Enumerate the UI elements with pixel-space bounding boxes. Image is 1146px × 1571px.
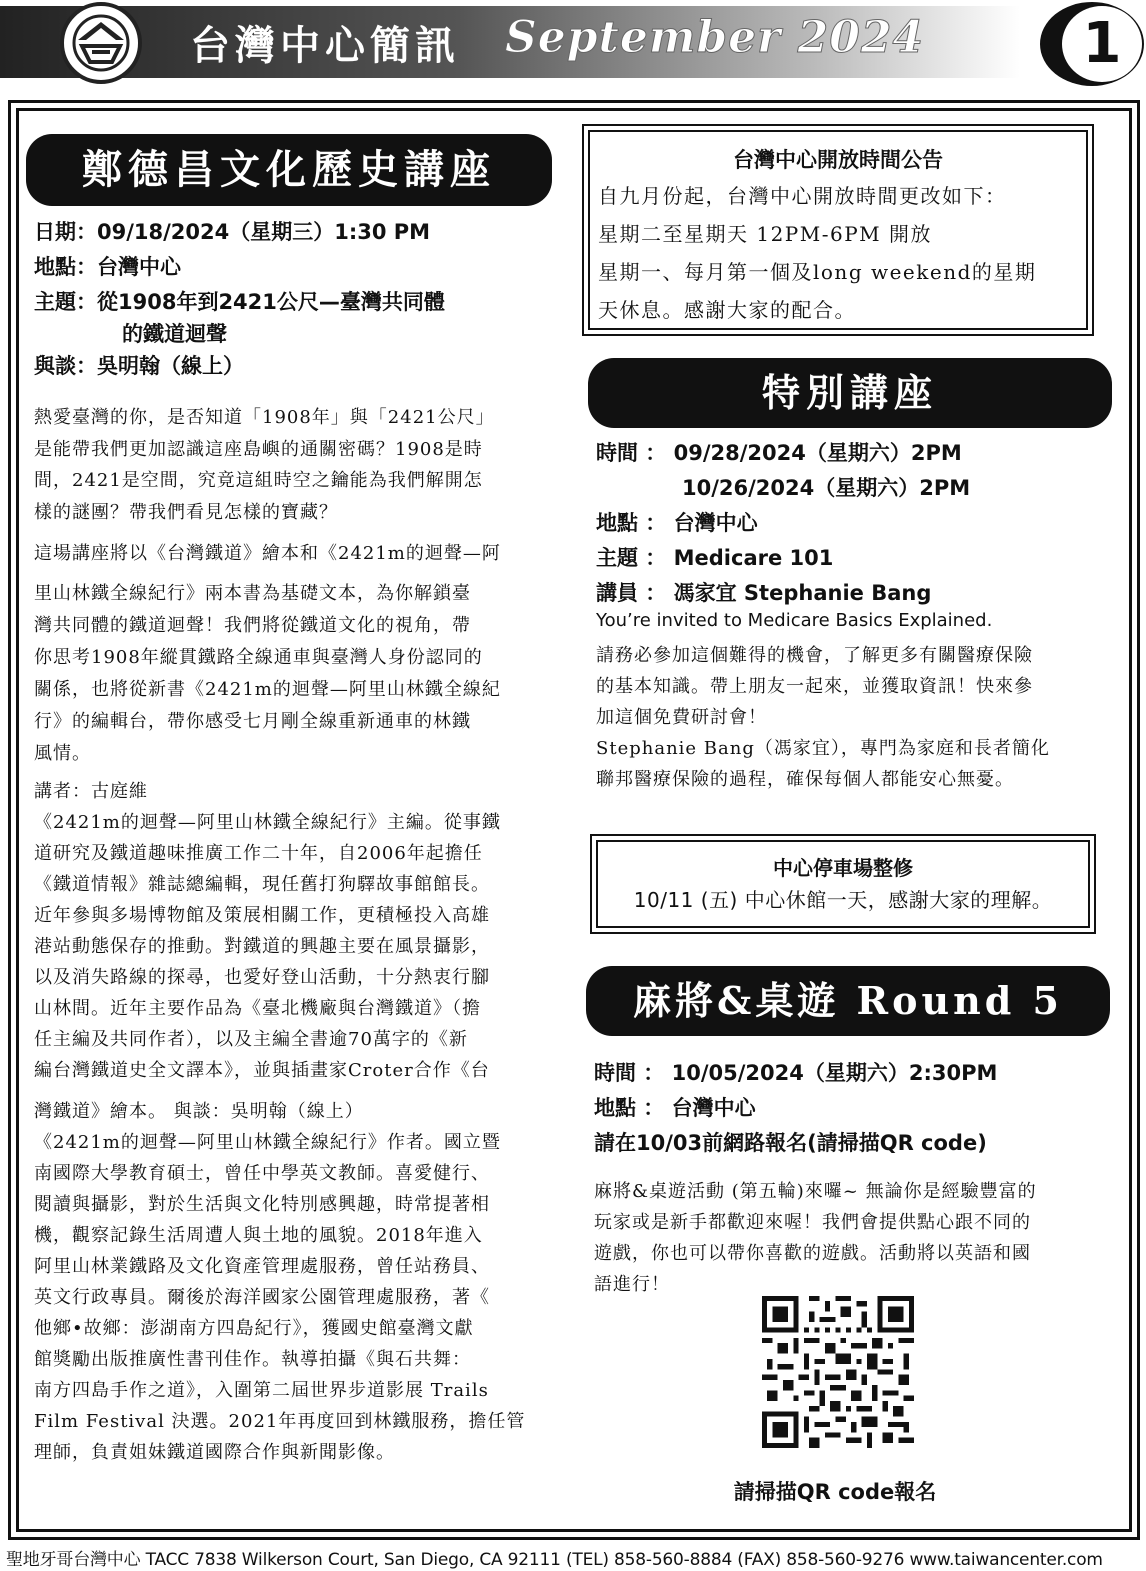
mahjong-banner: 麻將&桌遊 Round 5: [586, 966, 1110, 1036]
hours-notice-title: 台灣中心開放時間公告: [733, 148, 943, 172]
speaker-bios: [34, 776, 564, 1468]
special-lecture-banner: 特別講座: [588, 358, 1112, 428]
special-lecture-body: [596, 640, 1096, 795]
text-line: 阿里山林業鐵路及文化資產管理處服務，曾任站務員、: [34, 1256, 490, 1277]
text-line: 山林間。近年主要作品為《臺北機廠與台灣鐵道》（擔: [34, 998, 481, 1019]
hours-notice-body: [598, 177, 1078, 329]
qr-code-icon[interactable]: [762, 1296, 914, 1448]
text-line: 近年參與多場博物館及策展相關工作，更積極投入高雄: [34, 905, 490, 926]
text-line: 南方四島手作之道》，入圍第二屆世界步道影展 Trails: [34, 1380, 489, 1401]
text-line: 熱愛臺灣的你，是否知道「1908年」與「2421公尺」: [34, 407, 495, 428]
lecture1-guest: 與談：吳明翰（線上）: [34, 354, 244, 378]
newsletter-header: [0, 0, 1146, 88]
text-line: 玩家或是新手都歡迎來喔！我們會提供點心跟不同的: [594, 1212, 1031, 1233]
text-line: 他鄉•故鄉：澎湖南方四島紀行》，獲國史館臺灣文獻: [34, 1318, 474, 1339]
special-time-line1: 時間 ： 09/28/2024（星期六）2PM: [596, 441, 962, 465]
lecture1-banner: 鄭德昌文化歷史講座: [26, 134, 552, 206]
lecture1-place: 地點：台灣中心: [34, 255, 181, 279]
newsletter-title: 台灣中心簡訊: [190, 22, 460, 69]
qr-caption: 請掃描QR code報名: [733, 1480, 937, 1504]
text-line: 《2421m的迴聲—阿里山林鐵全線紀行》主編。從事鐵: [34, 812, 501, 833]
text-line: 加這個免費研討會！: [596, 707, 767, 728]
mahjong-time: 時間 ： 10/05/2024（星期六）2:30PM: [594, 1061, 998, 1085]
text-line: 南國際大學教育碩士，曾任中學英文教師。喜愛健行、: [34, 1163, 490, 1184]
issue-month: September 2024: [505, 12, 925, 63]
special-topic: 主題 ： Medicare 101: [596, 546, 834, 570]
text-line: 樣的謎團？帶我們看見怎樣的寶藏？: [34, 501, 338, 523]
lecture1-date: 日期：09/18/2024（星期三）1:30 PM: [34, 220, 431, 244]
special-invite: You’re invited to Medicare Basics Explained.: [596, 610, 993, 631]
text-line: 星期一、每月第一個及long weekend的星期: [598, 260, 1037, 284]
text-line: 以及消失路線的探尋，也愛好登山活動，十分熱衷行腳: [34, 967, 490, 988]
text-line: 機，觀察記錄生活周遭人與土地的風貌。2018年進入: [34, 1225, 483, 1246]
text-line: Stephanie Bang（馮家宜），專門為家庭和長者簡化: [596, 738, 1050, 759]
special-place: 地點 ： 台灣中心: [596, 511, 758, 535]
mahjong-body: [594, 1176, 1094, 1300]
mahjong-place: 地點 ： 台灣中心: [594, 1096, 756, 1120]
parking-text: 10/11 (五) 中心休館一天，感謝大家的理解。: [633, 888, 1053, 912]
text-line: 星期二至星期天 12PM-6PM 開放: [598, 222, 933, 246]
text-line: 《鐵道情報》雜誌總編輯，現任舊打狗驛故事館館長。: [34, 874, 490, 895]
text-line: 編台灣鐵道史全文譯本》，並與插畫家Croter合作《台: [34, 1060, 490, 1081]
text-line: 關係，也將從新書《2421m的迴聲—阿里山林鐵全線紀: [34, 679, 501, 700]
text-line: 英文行政專員。爾後於海洋國家公園管理處服務，著《: [34, 1287, 490, 1308]
text-line: 你思考1908年縱貫鐵路全線通車與臺灣人身份認同的: [34, 647, 483, 668]
lecture1-intro: [34, 402, 564, 528]
text-line: 行》的編輯台，帶你感受七月剛全線重新通車的林鐵: [34, 711, 471, 732]
text-line: 請務必參加這個難得的機會，了解更多有關醫療保險: [596, 645, 1033, 666]
text-line: 灣鐵道》繪本。 與談：吳明翰（線上）: [34, 1101, 364, 1122]
text-line: 是能帶我們更加認識這座島嶼的通關密碼？1908是時: [34, 438, 483, 460]
text-line: 聯邦醫療保險的過程，確保每個人都能安心無憂。: [596, 769, 1014, 790]
text-line: 港站動態保存的推動。對鐵道的興趣主要在風景攝影，: [34, 936, 490, 957]
text-line: 任主編及共同作者），以及主編全書逾70萬字的《新: [34, 1029, 468, 1050]
lecture1-topic-line1: 主題：從1908年到2421公尺—臺灣共同體: [34, 290, 445, 314]
text-line: Film Festival 決選。2021年再度回到林鐵服務，擔任管: [34, 1411, 526, 1432]
mahjong-register: 請在10/03前網路報名(請掃描QR code): [594, 1131, 987, 1155]
special-time-line2: 10/26/2024（星期六）2PM: [682, 476, 971, 500]
text-line: 這場講座將以《台灣鐵道》繪本和《2421m的迴聲—阿: [34, 543, 501, 564]
text-line: 間，2421是空間，究竟這組時空之鑰能為我們解開怎: [34, 470, 483, 491]
text-line: 館獎勵出版推廣性書刊佳作。執導拍攝《與石共舞：: [34, 1349, 471, 1370]
lecture1-topic-line2: 的鐵道迴聲: [122, 322, 227, 346]
text-line: 閱讀與攝影，對於生活與文化特別感興趣，時常提著相: [34, 1194, 490, 1215]
text-line: 道研究及鐵道趣味推廣工作二十年，自2006年起擔任: [34, 843, 483, 864]
page-number: 1: [1062, 6, 1142, 82]
text-line: 理師，負責姐妹鐵道國際合作與新聞影像。: [34, 1442, 395, 1463]
lecture1-description: [34, 538, 564, 770]
tacc-logo-icon: [60, 2, 142, 84]
text-line: 語進行！: [594, 1274, 670, 1295]
text-line: 麻將&桌遊活動 (第五輪)來囉~ 無論你是經驗豐富的: [594, 1181, 1037, 1202]
text-line: 風情。: [34, 743, 91, 764]
text-line: 里山林鐵全線紀行》兩本書為基礎文本，為你解鎖臺: [34, 583, 471, 604]
text-line: 灣共同體的鐵道迴聲！我們將從鐵道文化的視角，帶: [34, 615, 471, 636]
text-line: 遊戲，你也可以帶你喜歡的遊戲。活動將以英語和國: [594, 1243, 1031, 1264]
parking-title: 中心停車場整修: [773, 856, 913, 880]
footer-address: 聖地牙哥台灣中心 TACC 7838 Wilkerson Court, San Diego, CA 92111 (TEL) 858-560-8884 (FAX) 858-560-9276 www.taiwancenter.com: [6, 1550, 1103, 1570]
text-line: 《2421m的迴聲—阿里山林鐵全線紀行》作者。國立暨: [34, 1132, 501, 1153]
special-speaker: 講員 ： 馮家宜 Stephanie Bang: [596, 581, 932, 605]
text-line: 講者：古庭維: [34, 781, 148, 802]
text-line: 的基本知識。帶上朋友一起來，並獲取資訊！快來參: [596, 676, 1033, 697]
text-line: 天休息。感謝大家的配合。: [598, 298, 856, 322]
text-line: 自九月份起，台灣中心開放時間更改如下：: [598, 184, 1007, 208]
